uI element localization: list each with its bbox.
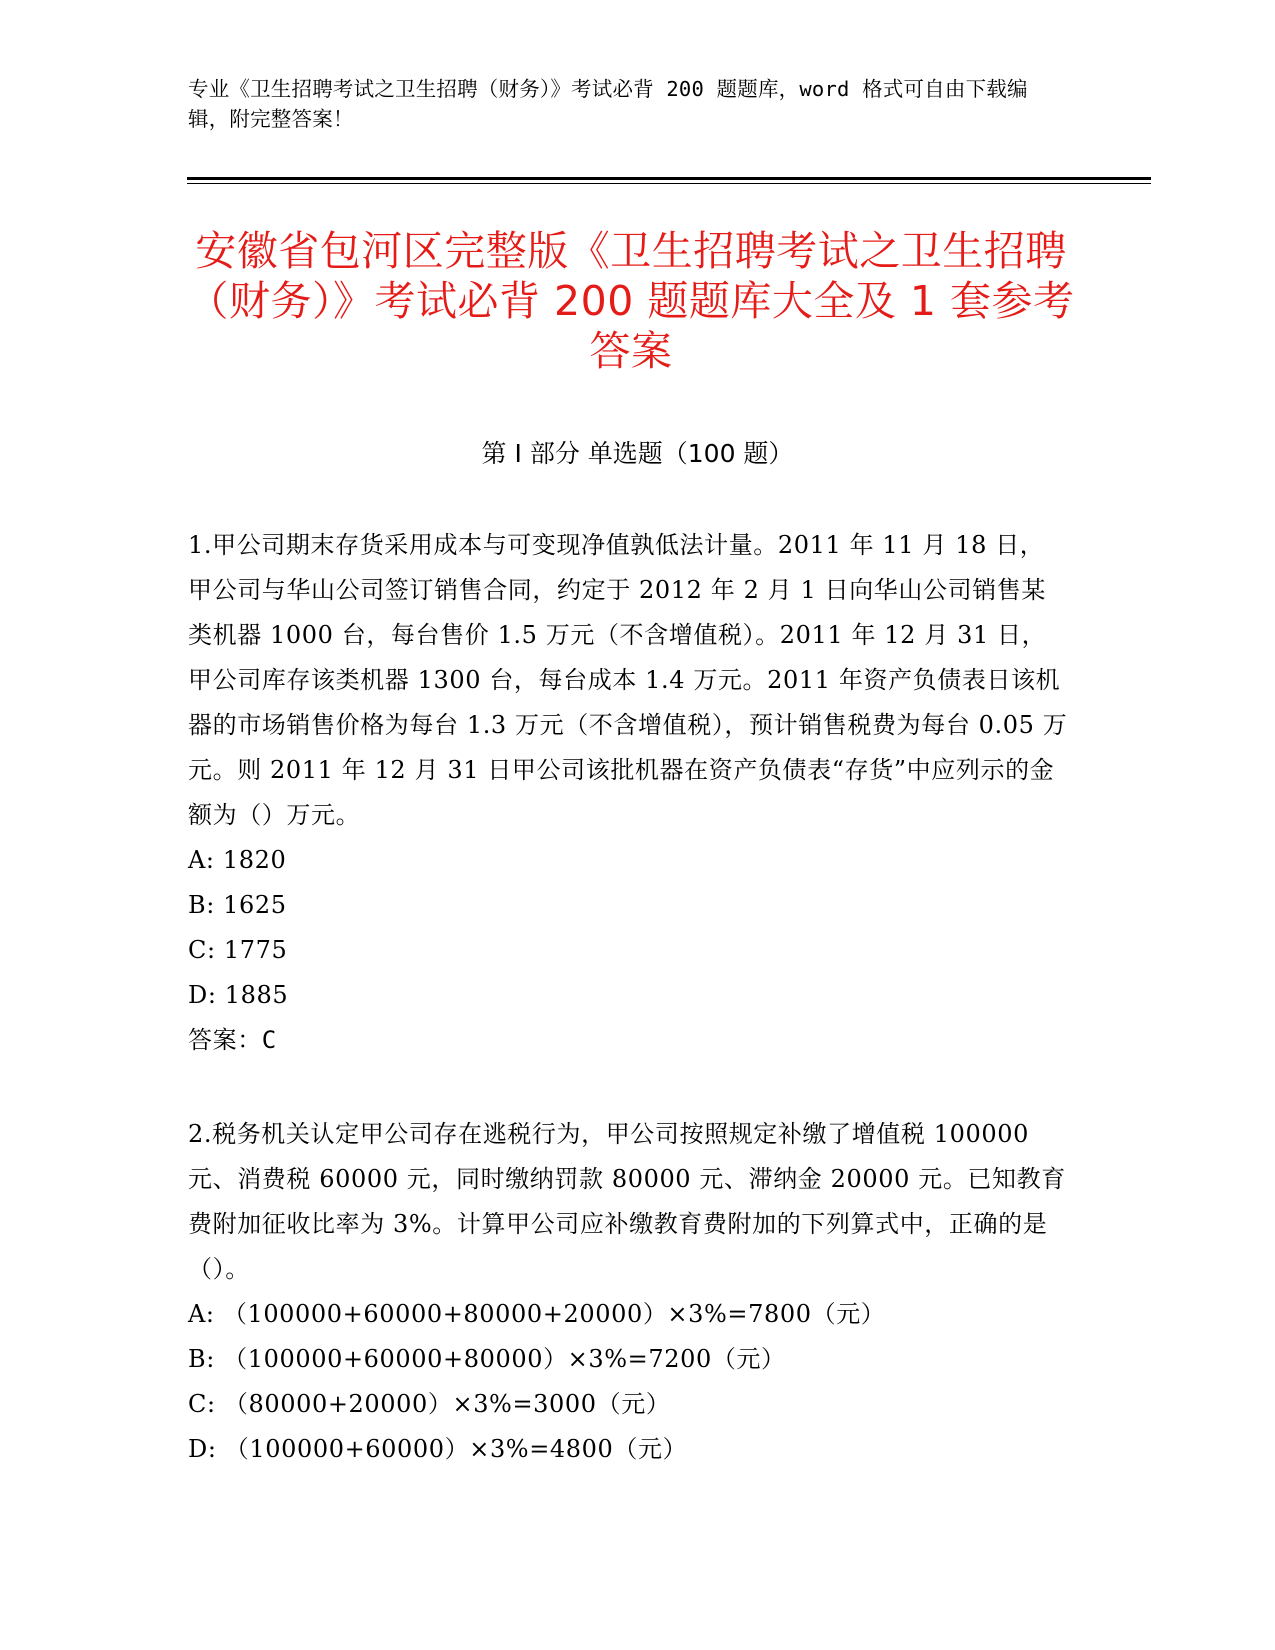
option-c: C: 1775 [188, 936, 288, 964]
option-d: D: 1885 [188, 981, 289, 1009]
answer-label: 答案：C [188, 1026, 277, 1054]
document-title: 安徽省包河区完整版《卫生招聘考试之卫生招聘（财务）》考试必背 200 题题库大全及 1 套参考答案 [187, 227, 1075, 375]
option-a: A: 1820 [188, 846, 287, 874]
header-divider-thin [187, 183, 1151, 184]
question-2 [188, 1112, 1068, 1472]
question-1 [188, 523, 1068, 1063]
option-b: B: （100000+60000+80000）×3%=7200（元） [188, 1345, 786, 1373]
question-text: 1.甲公司期末存货采用成本与可变现净值孰低法计量。2011 年 11 月 18 日，甲公司与华山公司签订销售合同，约定于 2012 年 2 月 1 日向华山公司销售某类机器 1000 台，每台售价 1.5 万元（不含增值税）。2011 年 12 月 31 日，甲公司库存该类机器 1300 台，每台成本 1.4 万元。2011 年资产负债表日该机器的市场销售价格为每台 1.3 万元（不含增值税），预计销售税费为每台 0.05 万元。则 2011 年 12 月 31 日甲公司该批机器在资产负债表“存货”中应列示的金额为（）万元。 [188, 531, 1068, 829]
option-a: A: （100000+60000+80000+20000）×3%=7800（元） [188, 1300, 886, 1328]
section-heading: 第 I 部分 单选题（100 题） [481, 439, 794, 468]
question-text: 2.税务机关认定甲公司存在逃税行为，甲公司按照规定补缴了增值税 100000 元、消费税 60000 元，同时缴纳罚款 80000 元、滞纳金 20000 元。已知教育费附加征收比率为 3%。计算甲公司应补缴教育费附加的下列算式中，正确的是（）。 [188, 1120, 1066, 1283]
header-note: 专业《卫生招聘考试之卫生招聘（财务）》考试必背 200 题题库，word 格式可自由下载编辑，附完整答案！ [188, 77, 1028, 131]
option-d: D: （100000+60000）×3%=4800（元） [188, 1435, 688, 1463]
option-c: C: （80000+20000）×3%=3000（元） [188, 1390, 671, 1418]
option-b: B: 1625 [188, 891, 287, 919]
header-divider-thick [187, 177, 1151, 180]
